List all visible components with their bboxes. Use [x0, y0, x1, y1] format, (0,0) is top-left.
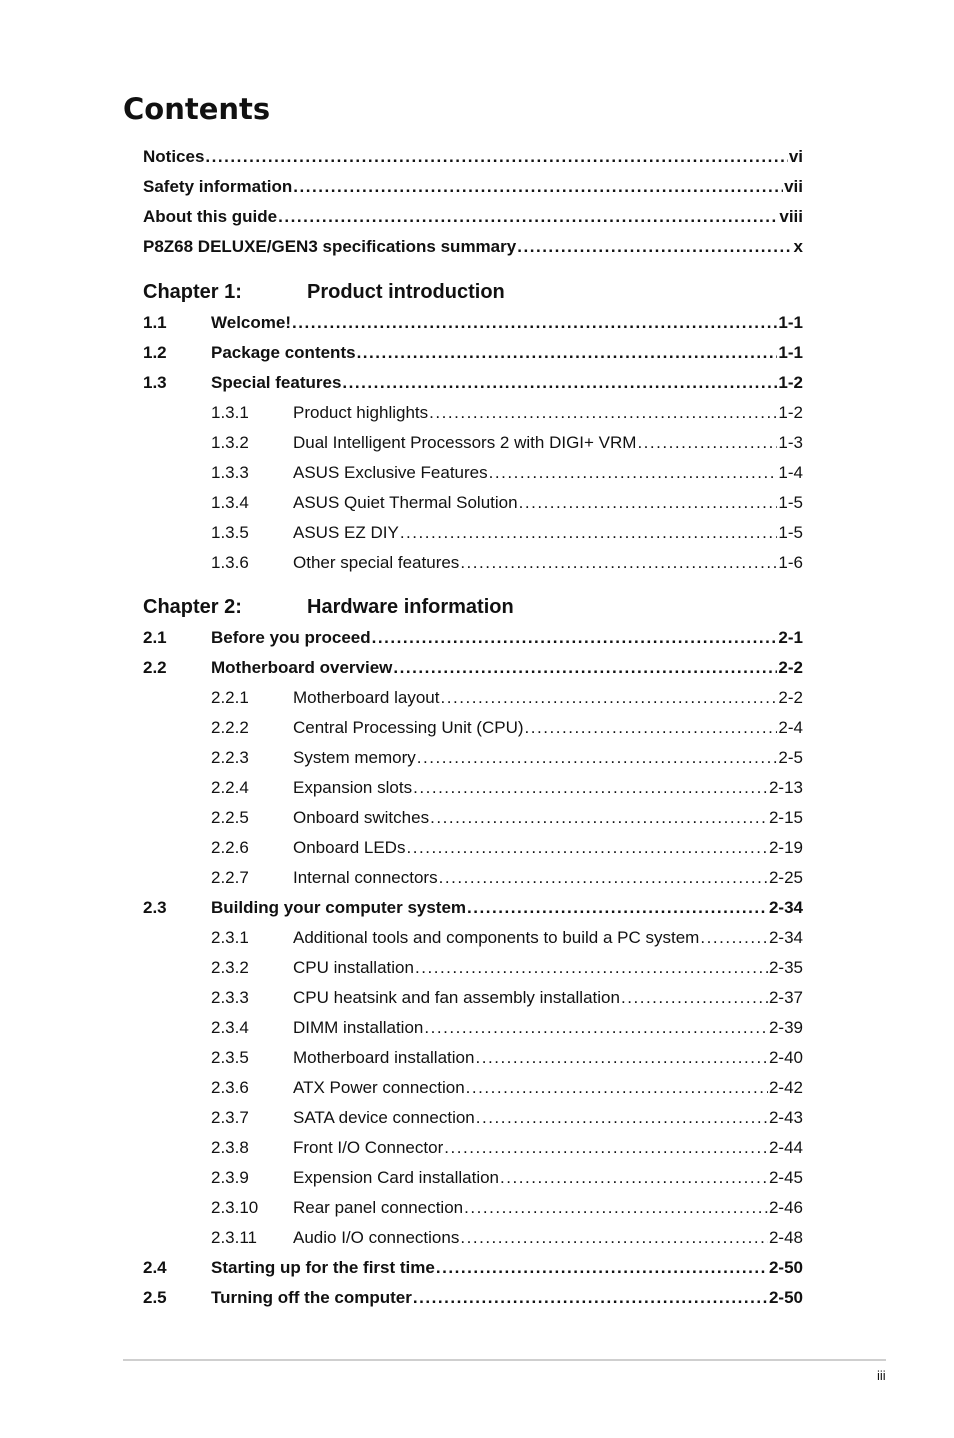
toc-entry-page: 1-2 — [778, 403, 803, 422]
chapter-number: Chapter 1: — [143, 281, 242, 303]
toc-entry-page: 1-2 — [778, 373, 803, 392]
dot-leader — [292, 312, 777, 334]
toc-subsection-entry[interactable] — [211, 1167, 803, 1189]
toc-subsection-entry[interactable] — [211, 552, 803, 574]
page-number: iii — [877, 1368, 886, 1383]
toc-entry-title: ASUS EZ DIY — [293, 523, 399, 542]
toc-entry-title: Safety information — [143, 177, 293, 196]
toc-entry-number: 2.3.3 — [211, 988, 249, 1007]
footer-divider — [123, 1359, 886, 1361]
toc-entry-number: 2.3.8 — [211, 1138, 249, 1157]
toc-entry-title: Before you proceed — [211, 628, 371, 647]
toc-subsection-entry[interactable] — [211, 1227, 803, 1249]
toc-entry-title: Other special features — [293, 553, 460, 572]
toc-entry-title: Notices — [143, 147, 205, 166]
toc-front-matter-entry[interactable] — [143, 176, 803, 198]
toc-entry-number: 1.3.5 — [211, 523, 249, 542]
toc-entry-page: vii — [784, 177, 803, 196]
toc-entry-title: Internal connectors — [293, 868, 438, 887]
toc-subsection-entry[interactable] — [211, 1017, 803, 1039]
toc-subsection-entry[interactable] — [211, 777, 803, 799]
dot-leader — [372, 627, 778, 649]
toc-entry-page: x — [793, 237, 803, 256]
toc-entry-number: 2.3.11 — [211, 1228, 258, 1247]
toc-entry-page: 1-4 — [778, 463, 803, 482]
toc-entry-title: Expension Card installation — [293, 1168, 500, 1187]
toc-subsection-entry[interactable] — [211, 687, 803, 709]
dot-leader — [464, 1197, 768, 1219]
toc-entry-title: DIMM installation — [293, 1018, 424, 1037]
toc-entry-title: CPU installation — [293, 958, 414, 977]
toc-entry-title: P8Z68 DELUXE/GEN3 specifications summary — [143, 237, 517, 256]
toc-entry-number: 2.4 — [143, 1258, 167, 1277]
toc-entry-page: 2-46 — [768, 1198, 803, 1217]
toc-entry-title: ASUS Quiet Thermal Solution — [293, 493, 518, 512]
toc-entry-page: 2-1 — [778, 628, 803, 647]
toc-entry-page: 1-3 — [778, 433, 803, 452]
toc-subsection-entry[interactable] — [211, 462, 803, 484]
toc-entry-number: 1.1 — [143, 313, 167, 332]
toc-entry-title: ATX Power connection — [293, 1078, 465, 1097]
toc-entry-number: 1.2 — [143, 343, 167, 362]
dot-leader — [424, 1017, 768, 1039]
dot-leader — [393, 657, 777, 679]
toc-entry-title: Central Processing Unit (CPU) — [293, 718, 524, 737]
toc-entry-number: 2.2.3 — [211, 748, 249, 767]
toc-subsection-entry[interactable] — [211, 747, 803, 769]
toc-entry-number: 2.2.6 — [211, 838, 249, 857]
dot-leader — [500, 1167, 768, 1189]
dot-leader — [342, 372, 777, 394]
dot-leader — [293, 176, 783, 198]
toc-entry-title: Starting up for the first time — [211, 1258, 435, 1277]
toc-entry-page: 2-42 — [768, 1078, 803, 1097]
chapter-heading[interactable] — [143, 595, 803, 619]
toc-entry-title: Welcome! — [211, 313, 291, 332]
toc-entry-title: Motherboard installation — [293, 1048, 475, 1067]
toc-section-entry[interactable] — [143, 1257, 803, 1279]
toc-entry-title: Onboard LEDs — [293, 838, 406, 857]
dot-leader — [429, 402, 777, 424]
toc-entry-title: Product highlights — [293, 403, 429, 422]
toc-entry-title: System memory — [293, 748, 416, 767]
toc-entry-number: 1.3.6 — [211, 553, 249, 572]
toc-entry-title: Front I/O Connector — [293, 1138, 444, 1157]
toc-entry-page: 2-2 — [778, 688, 803, 707]
toc-entry-page: 2-40 — [768, 1048, 803, 1067]
toc-entry-page: 1-5 — [778, 493, 803, 512]
dot-leader — [467, 897, 768, 919]
dot-leader — [430, 807, 768, 829]
chapter-heading[interactable] — [143, 280, 803, 304]
toc-entry-page: vi — [788, 147, 803, 166]
dot-leader — [357, 342, 778, 364]
toc-entry-title: Audio I/O connections — [293, 1228, 460, 1247]
toc-entry-page: 2-44 — [768, 1138, 803, 1157]
toc-entry-page: 1-1 — [778, 343, 803, 362]
toc-entry-title: Onboard switches — [293, 808, 430, 827]
dot-leader — [519, 492, 778, 514]
toc-entry-page: 2-25 — [768, 868, 803, 887]
toc-entry-title: Rear panel connection — [293, 1198, 464, 1217]
toc-entry-title: Building your computer system — [211, 898, 467, 917]
toc-entry-number: 2.3.10 — [211, 1198, 259, 1217]
toc-entry-page: 2-19 — [768, 838, 803, 857]
chapter-name: Hardware information — [307, 596, 514, 618]
toc-subsection-entry[interactable] — [211, 957, 803, 979]
dot-leader — [476, 1107, 768, 1129]
toc-entry-number: 1.3.3 — [211, 463, 249, 482]
toc-entry-number: 2.3.7 — [211, 1108, 249, 1127]
toc-entry-title: Special features — [211, 373, 342, 392]
toc-entry-number: 2.2.4 — [211, 778, 249, 797]
toc-section-entry[interactable] — [143, 657, 803, 679]
toc-entry-page: 1-1 — [778, 313, 803, 332]
dot-leader — [460, 552, 777, 574]
toc-front-matter-entry[interactable] — [143, 146, 803, 168]
toc-entry-number: 2.3.1 — [211, 928, 249, 947]
toc-section-entry[interactable] — [143, 897, 803, 919]
toc-subsection-entry[interactable] — [211, 492, 803, 514]
toc-entry-number: 1.3.4 — [211, 493, 249, 512]
toc-entry-number: 2.3.4 — [211, 1018, 249, 1037]
toc-entry-number: 2.2 — [143, 658, 167, 677]
dot-leader — [637, 432, 777, 454]
toc-entry-number: 2.3.6 — [211, 1078, 249, 1097]
toc-entry-page: 2-45 — [768, 1168, 803, 1187]
toc-section-entry[interactable] — [143, 372, 803, 394]
toc-entry-page: 2-34 — [768, 898, 803, 917]
toc-entry-title: Turning off the computer — [211, 1288, 412, 1307]
dot-leader — [436, 1257, 768, 1279]
toc-section-entry[interactable] — [143, 312, 803, 334]
toc-entry-number: 2.5 — [143, 1288, 167, 1307]
toc-subsection-entry[interactable] — [211, 867, 803, 889]
toc-entry-number: 2.2.1 — [211, 688, 249, 707]
toc-entry-page: 1-5 — [778, 523, 803, 542]
toc-entry-title: CPU heatsink and fan assembly installation — [293, 988, 620, 1007]
toc-subsection-entry[interactable] — [211, 807, 803, 829]
toc-entry-page: 2-43 — [768, 1108, 803, 1127]
toc-entry-page: 2-2 — [778, 658, 803, 677]
toc-subsection-entry[interactable] — [211, 1077, 803, 1099]
toc-subsection-entry[interactable] — [211, 1137, 803, 1159]
dot-leader — [400, 522, 778, 544]
toc-entry-page: 2-39 — [768, 1018, 803, 1037]
toc-entry-number: 1.3.2 — [211, 433, 249, 452]
toc-entry-number: 2.2.7 — [211, 868, 249, 887]
dot-leader — [417, 747, 778, 769]
toc-entry-title: About this guide — [143, 207, 278, 226]
toc-entry-number: 2.3 — [143, 898, 167, 917]
toc-subsection-entry[interactable] — [211, 402, 803, 424]
toc-entry-page: 2-48 — [768, 1228, 803, 1247]
toc-front-matter-entry[interactable] — [143, 206, 803, 228]
toc-entry-number: 2.2.5 — [211, 808, 249, 827]
dot-leader — [466, 1077, 768, 1099]
toc-front-matter-entry[interactable] — [143, 236, 803, 258]
toc-section-entry[interactable] — [143, 342, 803, 364]
dot-leader — [621, 987, 768, 1009]
dot-leader — [475, 1047, 768, 1069]
dot-leader — [415, 957, 768, 979]
toc-subsection-entry[interactable] — [211, 927, 803, 949]
dot-leader — [444, 1137, 768, 1159]
toc-entry-page: viii — [779, 207, 803, 226]
toc-subsection-entry[interactable] — [211, 1047, 803, 1069]
toc-entry-page: 2-50 — [768, 1258, 803, 1277]
dot-leader — [413, 777, 768, 799]
toc-entry-title: Motherboard layout — [293, 688, 440, 707]
dot-leader — [489, 462, 778, 484]
toc-entry-page: 2-13 — [768, 778, 803, 797]
toc-subsection-entry[interactable] — [211, 987, 803, 1009]
toc-entry-title: Expansion slots — [293, 778, 413, 797]
toc-entry-title: Dual Intelligent Processors 2 with DIGI+ VRM — [293, 433, 637, 452]
dot-leader — [406, 837, 768, 859]
toc-entry-page: 2-37 — [768, 988, 803, 1007]
toc-entry-page: 2-35 — [768, 958, 803, 977]
toc-entry-title: Package contents — [211, 343, 356, 362]
dot-leader — [413, 1287, 768, 1309]
toc-entry-number: 1.3 — [143, 373, 167, 392]
toc-entry-number: 2.3.9 — [211, 1168, 249, 1187]
toc-entry-page: 1-6 — [778, 553, 803, 572]
dot-leader — [525, 717, 778, 739]
toc-subsection-entry[interactable] — [211, 1107, 803, 1129]
toc-entry-page: 2-5 — [778, 748, 803, 767]
toc-entry-page: 2-4 — [778, 718, 803, 737]
page-title: Contents — [123, 92, 271, 126]
toc-entry-page: 2-15 — [768, 808, 803, 827]
toc-entry-title: SATA device connection — [293, 1108, 475, 1127]
toc-section-entry[interactable] — [143, 1287, 803, 1309]
toc-entry-number: 2.1 — [143, 628, 167, 647]
toc-entry-page: 2-34 — [768, 928, 803, 947]
dot-leader — [700, 927, 768, 949]
dot-leader — [205, 146, 787, 168]
toc-entry-title: ASUS Exclusive Features — [293, 463, 488, 482]
toc-section-entry[interactable] — [143, 627, 803, 649]
toc-subsection-entry[interactable] — [211, 432, 803, 454]
toc-subsection-entry[interactable] — [211, 522, 803, 544]
dot-leader — [517, 236, 792, 258]
toc-entry-number: 2.2.2 — [211, 718, 249, 737]
toc-subsection-entry[interactable] — [211, 1197, 803, 1219]
dot-leader — [278, 206, 778, 228]
chapter-number: Chapter 2: — [143, 596, 242, 618]
toc-entry-number: 2.3.5 — [211, 1048, 249, 1067]
toc-entry-title: Additional tools and components to build a PC system — [293, 928, 700, 947]
toc-entry-title: Motherboard overview — [211, 658, 393, 677]
toc-entry-number: 2.3.2 — [211, 958, 249, 977]
dot-leader — [439, 867, 768, 889]
dot-leader — [440, 687, 777, 709]
toc-subsection-entry[interactable] — [211, 717, 803, 739]
toc-entry-number: 1.3.1 — [211, 403, 249, 422]
toc-entry-page: 2-50 — [768, 1288, 803, 1307]
dot-leader — [460, 1227, 768, 1249]
toc-subsection-entry[interactable] — [211, 837, 803, 859]
chapter-name: Product introduction — [307, 281, 505, 303]
